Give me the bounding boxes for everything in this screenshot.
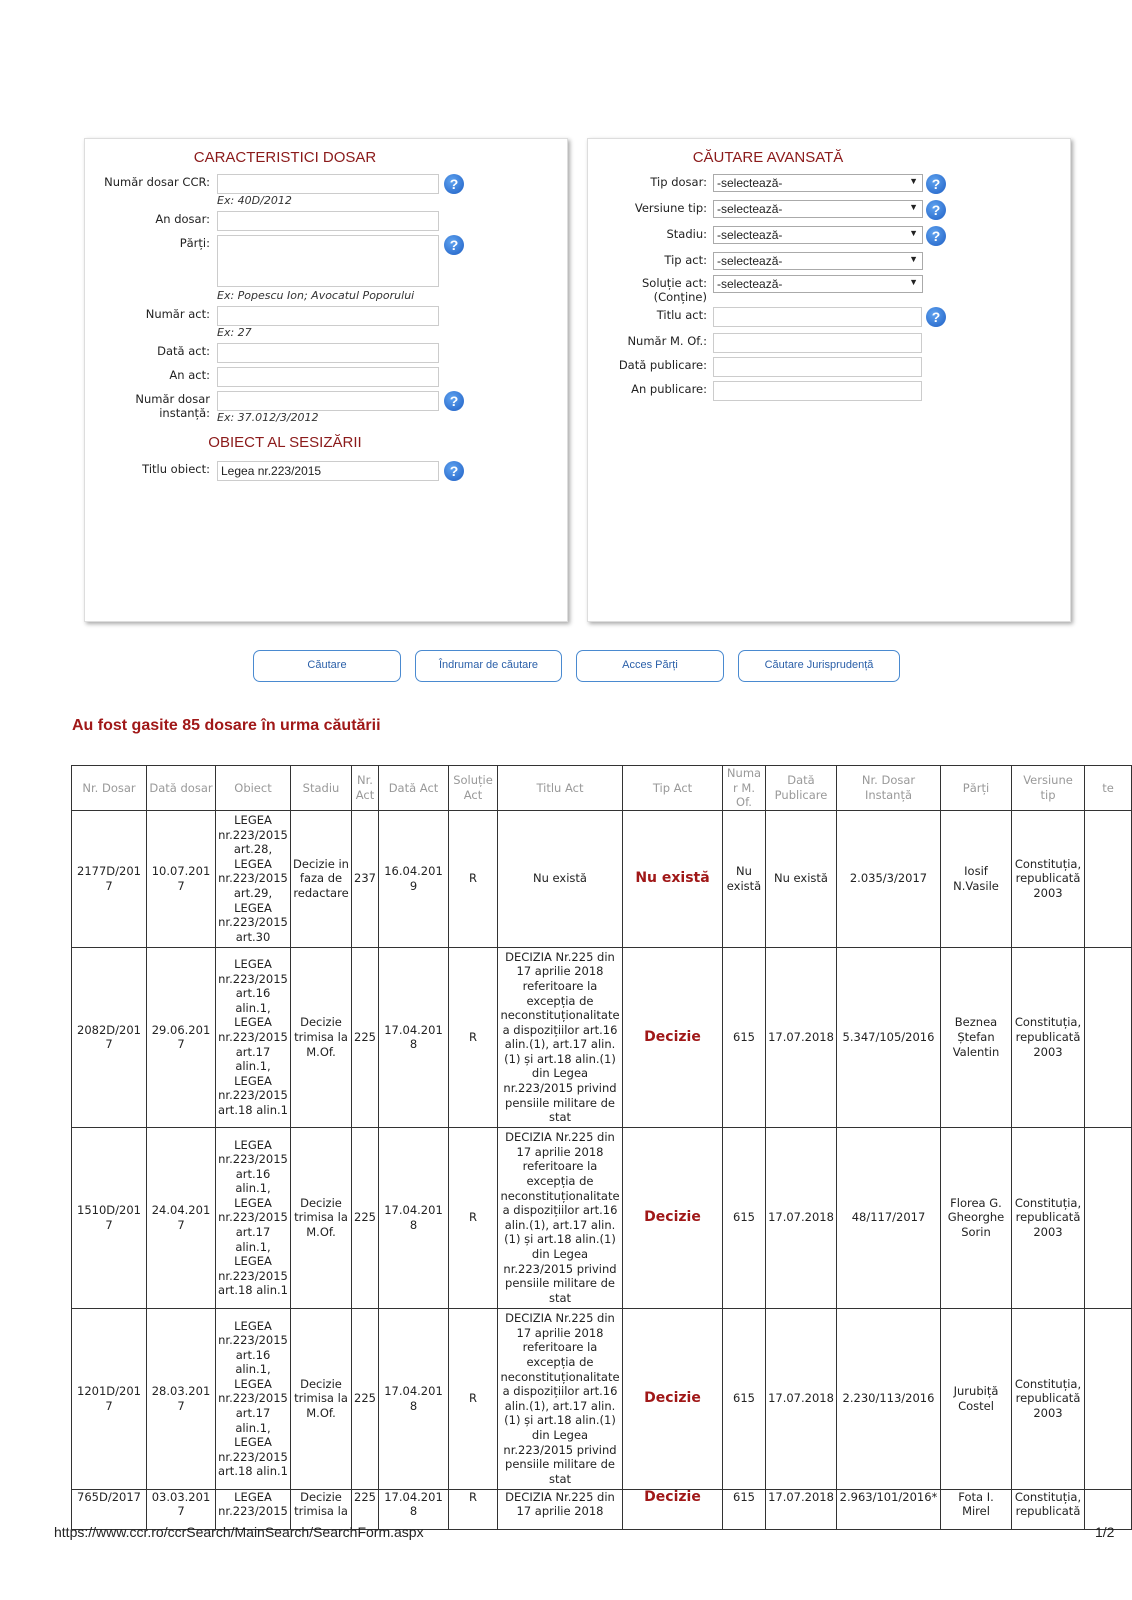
table-cell: Florea G. Gheorghe Sorin: [941, 1127, 1012, 1308]
table-cell: 17.07.2018: [766, 1308, 837, 1489]
table-cell: [1085, 947, 1132, 1127]
case-characteristics-panel: [84, 138, 568, 622]
table-cell: 03.03.2017: [147, 1489, 216, 1529]
table-cell: 225: [352, 1127, 379, 1308]
help-icon[interactable]: ?: [444, 174, 464, 194]
table-cell: Constituția, republicată: [1012, 1489, 1085, 1529]
table-cell: 615: [723, 1308, 766, 1489]
table-cell: 225: [352, 947, 379, 1127]
table-cell: Decizie trimisa la M.Of.: [291, 947, 352, 1127]
table-cell: 28.03.2017: [147, 1308, 216, 1489]
table-cell: 48/117/2017: [837, 1127, 941, 1308]
table-cell: Decizie: [623, 1308, 723, 1489]
help-icon[interactable]: ?: [444, 391, 464, 411]
help-icon[interactable]: ?: [444, 461, 464, 481]
table-cell: Decizie trimisa la M.Of.: [291, 1308, 352, 1489]
column-header: Soluție Act: [449, 766, 498, 811]
stage-select[interactable]: [713, 226, 923, 244]
help-icon[interactable]: ?: [926, 200, 946, 220]
select-value: -selectează-: [717, 277, 783, 291]
table-cell: 225: [352, 1489, 379, 1529]
table-cell: 615: [723, 1127, 766, 1308]
label: Versiune tip:: [634, 201, 707, 215]
table-cell: R: [449, 1308, 498, 1489]
example-text: Ex: 37.012/3/2012: [217, 411, 319, 424]
label: Număr dosar CCR:: [104, 175, 210, 189]
table-cell: DECIZIA Nr.225 din 17 aprilie 2018 referitoare la excepția de neconstituționalitate a dispozițiilor art.16 alin.(1), art.17 alin.(1) și art.18 alin.(1) din Legea nr.223/2015 privind pensiile militare de stat: [498, 1127, 623, 1308]
table-row[interactable]: [72, 947, 1132, 1127]
label: Părți:: [179, 236, 210, 250]
table-cell: Constituția, republicată 2003: [1012, 947, 1085, 1127]
table-header-row: [72, 766, 1132, 811]
table-cell: 237: [352, 810, 379, 947]
column-header: Dată Act: [379, 766, 449, 811]
label: Dată publicare:: [618, 358, 707, 372]
table-cell: 225: [352, 1308, 379, 1489]
help-icon[interactable]: ?: [444, 235, 464, 255]
label: An act:: [169, 368, 210, 382]
results-table-container[interactable]: [71, 765, 1114, 1519]
table-cell: 765D/2017: [72, 1489, 147, 1529]
column-header: Versiune tip: [1012, 766, 1085, 811]
table-cell: 2.230/113/2016: [837, 1308, 941, 1489]
court-case-number-input[interactable]: [217, 391, 439, 411]
page-number: 1/2: [1095, 1524, 1115, 1540]
act-title-input[interactable]: [713, 307, 922, 327]
table-cell: LEGEA nr.223/2015 art.16 alin.1, LEGEA nr.223/2015 art.17 alin.1, LEGEA nr.223/2015 art.18 alin.1: [216, 947, 291, 1127]
table-cell: Decizie trimisa la M.Of.: [291, 1127, 352, 1308]
table-cell: 615: [723, 947, 766, 1127]
table-cell: 2082D/2017: [72, 947, 147, 1127]
table-cell: Iosif N.Vasile: [941, 810, 1012, 947]
table-cell: Decizie: [623, 947, 723, 1127]
table-cell: Jurubiță Costel: [941, 1308, 1012, 1489]
label: An dosar:: [155, 212, 210, 226]
table-cell: Decizie: [623, 1489, 723, 1529]
table-cell: [1085, 1127, 1132, 1308]
table-cell: Nu există: [723, 810, 766, 947]
table-cell: 17.07.2018: [766, 1127, 837, 1308]
table-cell: LEGEA nr.223/2015 art.16 alin.1, LEGEA nr.223/2015 art.17 alin.1, LEGEA nr.223/2015 art.18 alin.1: [216, 1127, 291, 1308]
table-cell: 17.04.2018: [379, 947, 449, 1127]
advanced-search-panel: [587, 138, 1071, 622]
table-cell: LEGEA nr.223/2015 art.16 alin.1, LEGEA nr.223/2015 art.17 alin.1, LEGEA nr.223/2015 art.18 alin.1: [216, 1308, 291, 1489]
example-text: Ex: 40D/2012: [217, 194, 292, 207]
table-row[interactable]: [72, 1308, 1132, 1489]
label: Stadiu:: [666, 227, 707, 241]
table-cell: LEGEA nr.223/2015 art.28, LEGEA nr.223/2015 art.29, LEGEA nr.223/2015 art.30: [216, 810, 291, 947]
case-number-input[interactable]: [217, 174, 439, 194]
table-cell: Decizie: [623, 1127, 723, 1308]
table-cell: Nu există: [623, 810, 723, 947]
column-header: Numar M. Of.: [723, 766, 766, 811]
panel-title: CARACTERISTICI DOSAR: [193, 149, 377, 166]
publication-year-input[interactable]: [713, 381, 922, 401]
example-text: Ex: Popescu Ion; Avocatul Poporului: [217, 289, 415, 302]
object-title-input[interactable]: [217, 461, 439, 481]
column-header: Nr. Dosar Instanță: [837, 766, 941, 811]
column-header: Tip Act: [623, 766, 723, 811]
table-cell: 17.07.2018: [766, 1489, 837, 1529]
case-type-select[interactable]: [713, 174, 923, 192]
table-cell: [1085, 1308, 1132, 1489]
act-solution-select[interactable]: [713, 275, 923, 293]
table-cell: DECIZIA Nr.225 din 17 aprilie 2018: [498, 1489, 623, 1529]
table-cell: Constituția, republicată 2003: [1012, 810, 1085, 947]
search-button[interactable]: Căutare: [253, 650, 401, 682]
table-cell: Nu există: [498, 810, 623, 947]
label: Titlu act:: [656, 308, 707, 322]
table-cell: Constituția, republicată 2003: [1012, 1308, 1085, 1489]
label: Număr act:: [145, 307, 210, 321]
table-cell: 17.04.2018: [379, 1308, 449, 1489]
column-header: te: [1085, 766, 1132, 811]
label: Număr M. Of.:: [627, 334, 707, 348]
example-text: Ex: 27: [217, 326, 252, 339]
dropdown-arrow-icon: ▼: [909, 202, 918, 212]
table-cell: Fota I. Mirel: [941, 1489, 1012, 1529]
column-header: Dată dosar: [147, 766, 216, 811]
page-url: https://www.ccr.ro/ccrSearch/MainSearch/SearchForm.aspx: [54, 1524, 424, 1540]
table-cell: 5.347/105/2016: [837, 947, 941, 1127]
help-icon[interactable]: ?: [926, 307, 946, 327]
label: (Conține): [653, 290, 707, 304]
panel-title: CĂUTARE AVANSATĂ: [692, 149, 844, 166]
column-header: Nr. Act: [352, 766, 379, 811]
label: Dată act:: [157, 344, 210, 358]
column-header: Titlu Act: [498, 766, 623, 811]
table-cell: 24.04.2017: [147, 1127, 216, 1308]
table-cell: Decizie trimisa la: [291, 1489, 352, 1529]
act-date-input[interactable]: [217, 343, 439, 363]
select-value: -selectează-: [717, 176, 783, 190]
label: Titlu obiect:: [142, 462, 210, 476]
table-cell: R: [449, 947, 498, 1127]
table-cell: 10.07.2017: [147, 810, 216, 947]
table-cell: DECIZIA Nr.225 din 17 aprilie 2018 referitoare la excepția de neconstituționalitate a dispozițiilor art.16 alin.(1), art.17 alin.(1) și art.18 alin.(1) din Legea nr.223/2015 privind pensiile militare de stat: [498, 1308, 623, 1489]
table-cell: Beznea Ștefan Valentin: [941, 947, 1012, 1127]
table-cell: 2.035/3/2017: [837, 810, 941, 947]
column-header: Părți: [941, 766, 1012, 811]
table-cell: 2.963/101/2016*: [837, 1489, 941, 1529]
search-guide-button[interactable]: Îndrumar de căutare: [415, 650, 562, 682]
results-table: [71, 765, 1132, 1530]
column-header: Dată Publicare: [766, 766, 837, 811]
publication-date-input[interactable]: [713, 357, 922, 377]
table-cell: 1510D/2017: [72, 1127, 147, 1308]
act-year-input[interactable]: [217, 367, 439, 387]
table-cell: DECIZIA Nr.225 din 17 aprilie 2018 referitoare la excepția de neconstituționalitate a dispozițiilor art.16 alin.(1), art.17 alin.(1) și art.18 alin.(1) din Legea nr.223/2015 privind pensiile militare de stat: [498, 947, 623, 1127]
select-value: -selectează-: [717, 254, 783, 268]
table-cell: 17.04.2018: [379, 1127, 449, 1308]
table-cell: R: [449, 1127, 498, 1308]
table-cell: 17.07.2018: [766, 947, 837, 1127]
dropdown-arrow-icon: ▼: [909, 254, 918, 264]
label: Soluție act:: [641, 276, 707, 290]
table-cell: Constituția, republicată 2003: [1012, 1127, 1085, 1308]
help-icon[interactable]: ?: [926, 226, 946, 246]
table-cell: 16.04.2019: [379, 810, 449, 947]
dropdown-arrow-icon: ▼: [909, 228, 918, 238]
table-cell: 17.04.2018: [379, 1489, 449, 1529]
act-number-input[interactable]: [217, 306, 439, 326]
dropdown-arrow-icon: ▼: [909, 277, 918, 287]
select-value: -selectează-: [717, 228, 783, 242]
label: Număr dosar instanță:: [135, 392, 210, 420]
table-cell: LEGEA nr.223/2015: [216, 1489, 291, 1529]
act-type-select[interactable]: [713, 252, 923, 270]
table-row[interactable]: [72, 810, 1132, 947]
type-version-select[interactable]: [713, 200, 923, 218]
table-cell: 1201D/2017: [72, 1308, 147, 1489]
label: Tip act:: [664, 253, 707, 267]
results-count-text: Au fost gasite 85 dosare în urma căutării: [72, 717, 381, 734]
help-icon[interactable]: ?: [926, 174, 946, 194]
parties-textarea[interactable]: [217, 235, 439, 287]
table-cell: R: [449, 1489, 498, 1529]
label: An publicare:: [631, 382, 707, 396]
column-header: Stadiu: [291, 766, 352, 811]
section-title: OBIECT AL SESIZĂRII: [208, 434, 362, 451]
jurisprudence-search-button[interactable]: Căutare Jurisprudență: [738, 650, 900, 682]
dropdown-arrow-icon: ▼: [909, 176, 918, 186]
table-row[interactable]: [72, 1127, 1132, 1308]
table-cell: Decizie in faza de redactare: [291, 810, 352, 947]
table-cell: R: [449, 810, 498, 947]
parties-access-button[interactable]: Acces Părți: [576, 650, 724, 682]
table-cell: Nu există: [766, 810, 837, 947]
label: Tip dosar:: [650, 175, 707, 189]
column-header: Obiect: [216, 766, 291, 811]
table-cell: 2177D/2017: [72, 810, 147, 947]
table-cell: 615: [723, 1489, 766, 1529]
select-value: -selectează-: [717, 202, 783, 216]
column-header: Nr. Dosar: [72, 766, 147, 811]
official-monitor-number-input[interactable]: [713, 333, 922, 353]
table-cell: 29.06.2017: [147, 947, 216, 1127]
table-cell: [1085, 810, 1132, 947]
case-year-input[interactable]: [217, 211, 439, 231]
